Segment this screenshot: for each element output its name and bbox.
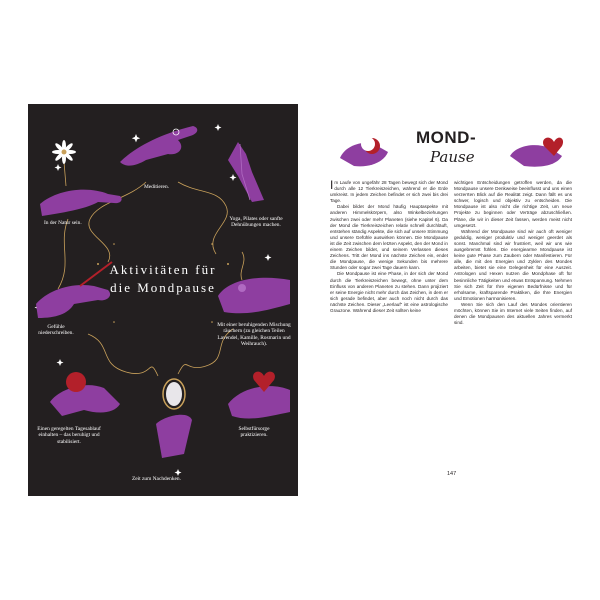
hand-heart-icon [228,372,290,419]
left-title-line2: die Mondpause [110,280,216,295]
hand-moon-icon [334,132,394,172]
hand-mirror-icon [156,379,192,458]
caption-mischung: Mit einer beruhigenden Mischung räuchern (zu gleichen Teilen Lavendel, Kamille, Rosmarin und Weihrauch). [217,322,291,348]
caption-yoga: Yoga, Pilates oder sanfte Dehnübungen machen. [229,216,283,229]
paragraph: Die Mondpause ist eine Phase, in der sich der Mond durch die Tierkreiszeichen bewegt, ohne unter dem Einfluss von anderen Planeten zu stehen. Dann projiziert er seine Energie nicht mehr durch das Zeichen, in dem er sich gerade befindet, aber auch noch nicht durch das nächste Zeichen. Dieser „Leerlauf“ ist eine astrologische Grauzone. Während dieser Zeit sollten keine [330,271,448,313]
page-number: 147 [447,471,457,477]
left-page [28,104,298,496]
caption-nachdenken: Zeit zum Nachdenken. [132,476,181,482]
hand-stone-icon [50,372,120,416]
heading-pause: Pause [430,148,475,166]
left-title-line1: Aktivitäten für [109,262,217,277]
paragraph: Dabei bildet der Mond häufig Hauptaspekte mit anderen Himmelskörpern, also Winkelbeziehungen zwischen zwei oder mehr Planeten (siehe Kapitel 6). Da der Mond die Tierkreiszeichen relativ schnell durchläuft, entstehen ständig Aspekte, die sich auf unsere Stimmung und unsere Gefühle auswirken können. Die Mondpause ist die Zeit zwischen dem letzten Aspekt, den der Mond in einem Zeichen bildet, und seinem Verlassen dieses Zeichens. Tritt der Mond ins nächste Zeichen ein, endet die Mondpause, die wenige Sekunden bis mehrere Stunden oder sogar zwei Tage dauern kann. [330,204,448,271]
paragraph: Im Laufe von ungefähr 28 Tagen bewegt sich der Mond durch alle 12 Tierkreiszeichen, während er die Erde umkreist. In jedem Zeichen befindet er sich zwei bis drei Tage. [330,178,448,204]
swirl-lines [58,182,233,376]
text-column-2 [454,180,572,326]
hand-meditate-icon [120,126,197,166]
heading-mond: MOND- [416,128,477,147]
hand-yoga-icon [228,142,264,202]
caption-tagesablauf: Einen geregelten Tagesablauf einhalten – das beruhigt und stabilisiert. [37,426,101,445]
paragraph: wichtigen Entscheidungen getroffen werden, da die Mondpause unsere Denkweise beeinflusst und uns einen verzerrten Blick auf die Realität zeigt. Dann fällt es uns schwer, logisch und objektiv zu entscheiden. Die Mondpause ist also nicht die richtige Zeit, um neue Projekte zu beginnen oder Verträge abzuschließen. Pläne, die wir in dieser Zeit fassen, werden meist nicht umgesetzt. [454,180,572,228]
caption-selbstfuersorge: Selbstfürsorge praktizieren. [238,426,270,439]
hand-heart-moon-icon [506,132,566,172]
caption-gefuehle: Gefühle niederschreiben. [38,324,74,337]
paragraph: Während der Mondpause sind wir auch oft weniger geduldig, weniger produktiv und weniger geerdet als sonst. Manchmal sind wir frustriert, weil wir uns wie ausgebremst fühlen. Die energiearme Mondpause ist keine gute Phase zum Zaubern oder Manifestieren. Für alle, die mit den Energien und Zyklen des Mondes arbeiten, bietet sie eine Gelegenheit für eine Auszeit. Astrologen und Hexen nutzen die Mondphase oft für besinnliche Tätigkeiten und etwas Entspannung. Nehmen Sie sich Zeit für Ihre eigenen Bedürfnisse und für erholsame, kraftsparende Praktiken, die Ihre Energien und Emotionen harmonisieren. [454,228,572,301]
right-page [300,104,570,496]
caption-natur: In der Natur sein. [44,220,82,226]
caption-meditieren: Meditieren. [144,184,169,190]
paragraph: Wenn Sie sich den Lauf des Mondes orientieren möchten, können Sie im Internet viele Seiten finden, auf denen die Mondpausen des aktuellen Jahres vermerkt sind. [454,301,572,326]
daisy-icon [52,140,76,186]
text-column-1 [330,180,448,314]
